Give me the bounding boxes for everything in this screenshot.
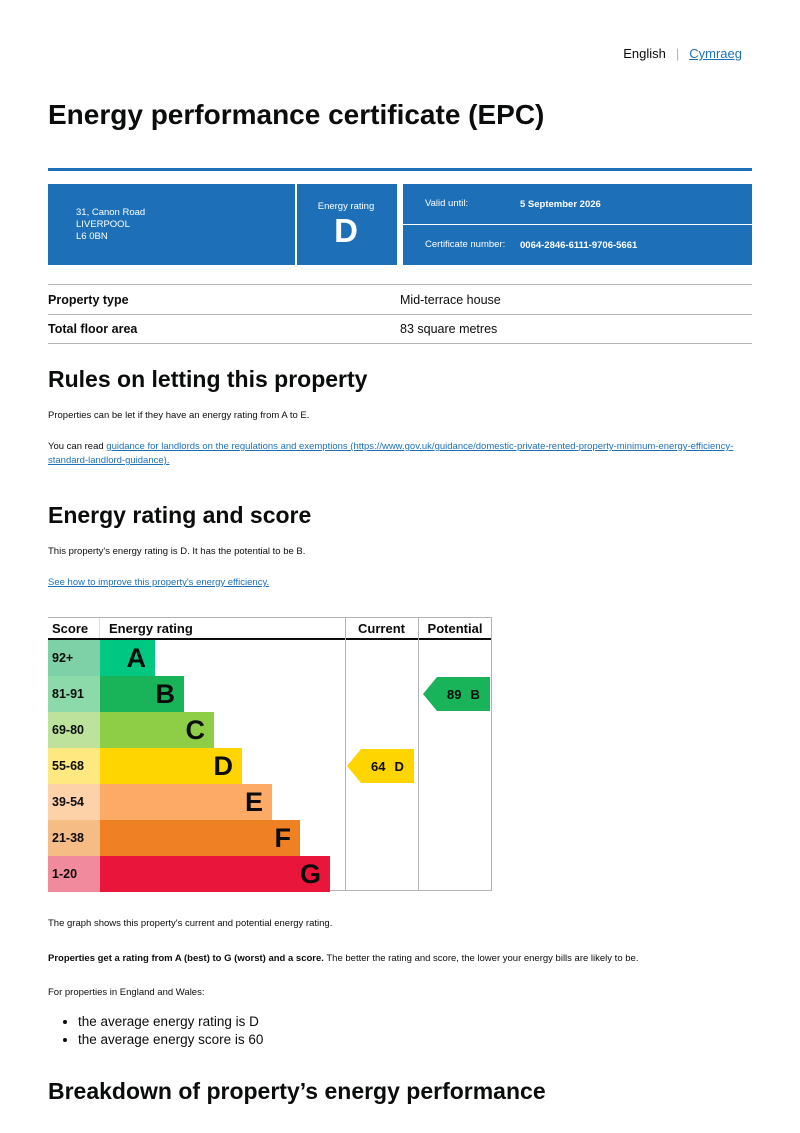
energy-rating-heading: Energy rating and score	[48, 502, 312, 528]
epc-band-row-e	[48, 784, 492, 820]
current-rating-marker	[347, 749, 414, 783]
band-letter: G	[299, 858, 321, 889]
rating-explanation-bold: Properties get a rating from A (best) to G (worst) and a score.	[48, 953, 324, 964]
rules-heading: Rules on letting this property	[48, 366, 368, 392]
address-line-3: L6 0BN	[76, 230, 108, 242]
band-letter: D	[213, 750, 233, 781]
band-bar-g	[100, 856, 330, 892]
property-address	[48, 184, 297, 265]
band-score-range: 39-54	[48, 784, 100, 820]
property-type-label: Property type	[48, 292, 129, 307]
property-type-value: Mid-terrace house	[400, 292, 501, 307]
certificate-number-row	[403, 225, 752, 265]
band-score-range: 81-91	[48, 676, 100, 712]
band-bar-b	[100, 676, 184, 712]
band-letter: F	[274, 822, 291, 853]
potential-letter: B	[470, 686, 480, 702]
epc-band-row-a	[48, 640, 492, 676]
landlord-guidance-link[interactable]: guidance for landlords on the regulations and exemptions (https://www.gov.uk/guidance/domestic-private-rented-property-minimum-energy-efficiency-standard-landlord-guidance).	[48, 441, 734, 466]
floor-area-label: Total floor area	[48, 322, 138, 336]
england-wales-intro: For properties in England and Wales:	[48, 987, 205, 998]
valid-until-row	[403, 184, 752, 225]
valid-until-label: Valid until:	[425, 198, 469, 209]
address-line-2: LIVERPOOL	[76, 218, 130, 230]
breakdown-heading: Breakdown of property’s energy performance	[48, 1078, 546, 1104]
chart-right-border	[491, 618, 492, 890]
column-header-score: Score	[48, 618, 100, 638]
column-header-potential: Potential	[427, 620, 483, 636]
list-item: • the average energy score is 60	[78, 1032, 752, 1048]
arrow-left-icon	[423, 677, 437, 711]
floor-area-value: 83 square metres	[400, 322, 498, 336]
potential-score: 89	[447, 686, 462, 702]
language-current: English	[623, 46, 666, 61]
epc-band-row-c	[48, 712, 492, 748]
property-summary-table	[48, 284, 752, 344]
address-line-1: 31, Canon Road	[76, 206, 146, 218]
title-divider	[48, 168, 752, 171]
valid-until-value: 5 September 2026	[520, 198, 601, 210]
list-item: • the average energy rating is D	[78, 1014, 752, 1030]
language-switcher	[0, 0, 800, 61]
band-bar-a	[100, 640, 155, 676]
table-row	[48, 284, 752, 314]
certificate-banner	[48, 184, 752, 265]
column-header-current: Current	[358, 620, 405, 636]
band-score-range: 21-38	[48, 820, 100, 856]
averages-list	[78, 1014, 752, 1048]
band-letter: B	[155, 678, 175, 709]
band-score-range: 1-20	[48, 856, 100, 892]
rating-explanation-rest: The better the rating and score, the lower your energy bills are likely to be.	[323, 953, 639, 964]
current-column-divider	[345, 618, 346, 890]
current-score: 64	[371, 758, 386, 774]
certificate-number-value: 0064-2846-6111-9706-5661	[520, 239, 638, 251]
energy-rating-paragraph: This property's energy rating is D. It has the potential to be B.	[48, 546, 306, 557]
rules-paragraph-2	[48, 440, 752, 468]
banner-left-block	[48, 184, 397, 265]
rating-explanation	[48, 952, 752, 966]
band-letter: A	[126, 642, 146, 673]
rules-paragraph-1: Properties can be let if they have an energy rating from A to E.	[48, 410, 310, 421]
language-separator: |	[675, 46, 680, 61]
epc-band-row-g	[48, 856, 492, 892]
band-bar-f	[100, 820, 300, 856]
improve-efficiency-link[interactable]: See how to improve this property's energy efficiency.	[48, 577, 270, 588]
graph-description: The graph shows this property's current and potential energy rating.	[48, 918, 333, 929]
arrow-left-icon	[347, 749, 361, 783]
band-score-range: 69-80	[48, 712, 100, 748]
band-bar-d	[100, 748, 242, 784]
band-score-range: 92+	[48, 640, 100, 676]
column-header-energy-rating: Energy rating	[109, 620, 193, 636]
potential-column-divider	[418, 618, 419, 890]
epc-band-row-f	[48, 820, 492, 856]
epc-chart-header	[48, 618, 492, 640]
banner-right-block	[403, 184, 752, 265]
energy-rating-badge	[297, 184, 395, 265]
band-letter: C	[185, 714, 205, 745]
current-letter: D	[394, 758, 404, 774]
language-link-cymraeg[interactable]: Cymraeg	[689, 46, 742, 61]
band-bar-e	[100, 784, 272, 820]
rules-paragraph-2-prefix: You can read	[48, 441, 107, 452]
epc-band-row-d	[48, 748, 492, 784]
band-score-range: 55-68	[48, 748, 100, 784]
page-title: Energy performance certificate (EPC)	[48, 99, 545, 130]
epc-rating-chart	[48, 617, 492, 891]
band-bar-c	[100, 712, 214, 748]
band-letter: E	[244, 786, 263, 817]
potential-rating-marker	[423, 677, 490, 711]
table-row	[48, 314, 752, 344]
energy-rating-value: D	[334, 212, 358, 249]
certificate-number-label: Certificate number:	[425, 239, 506, 250]
energy-rating-label: Energy rating	[317, 201, 375, 212]
